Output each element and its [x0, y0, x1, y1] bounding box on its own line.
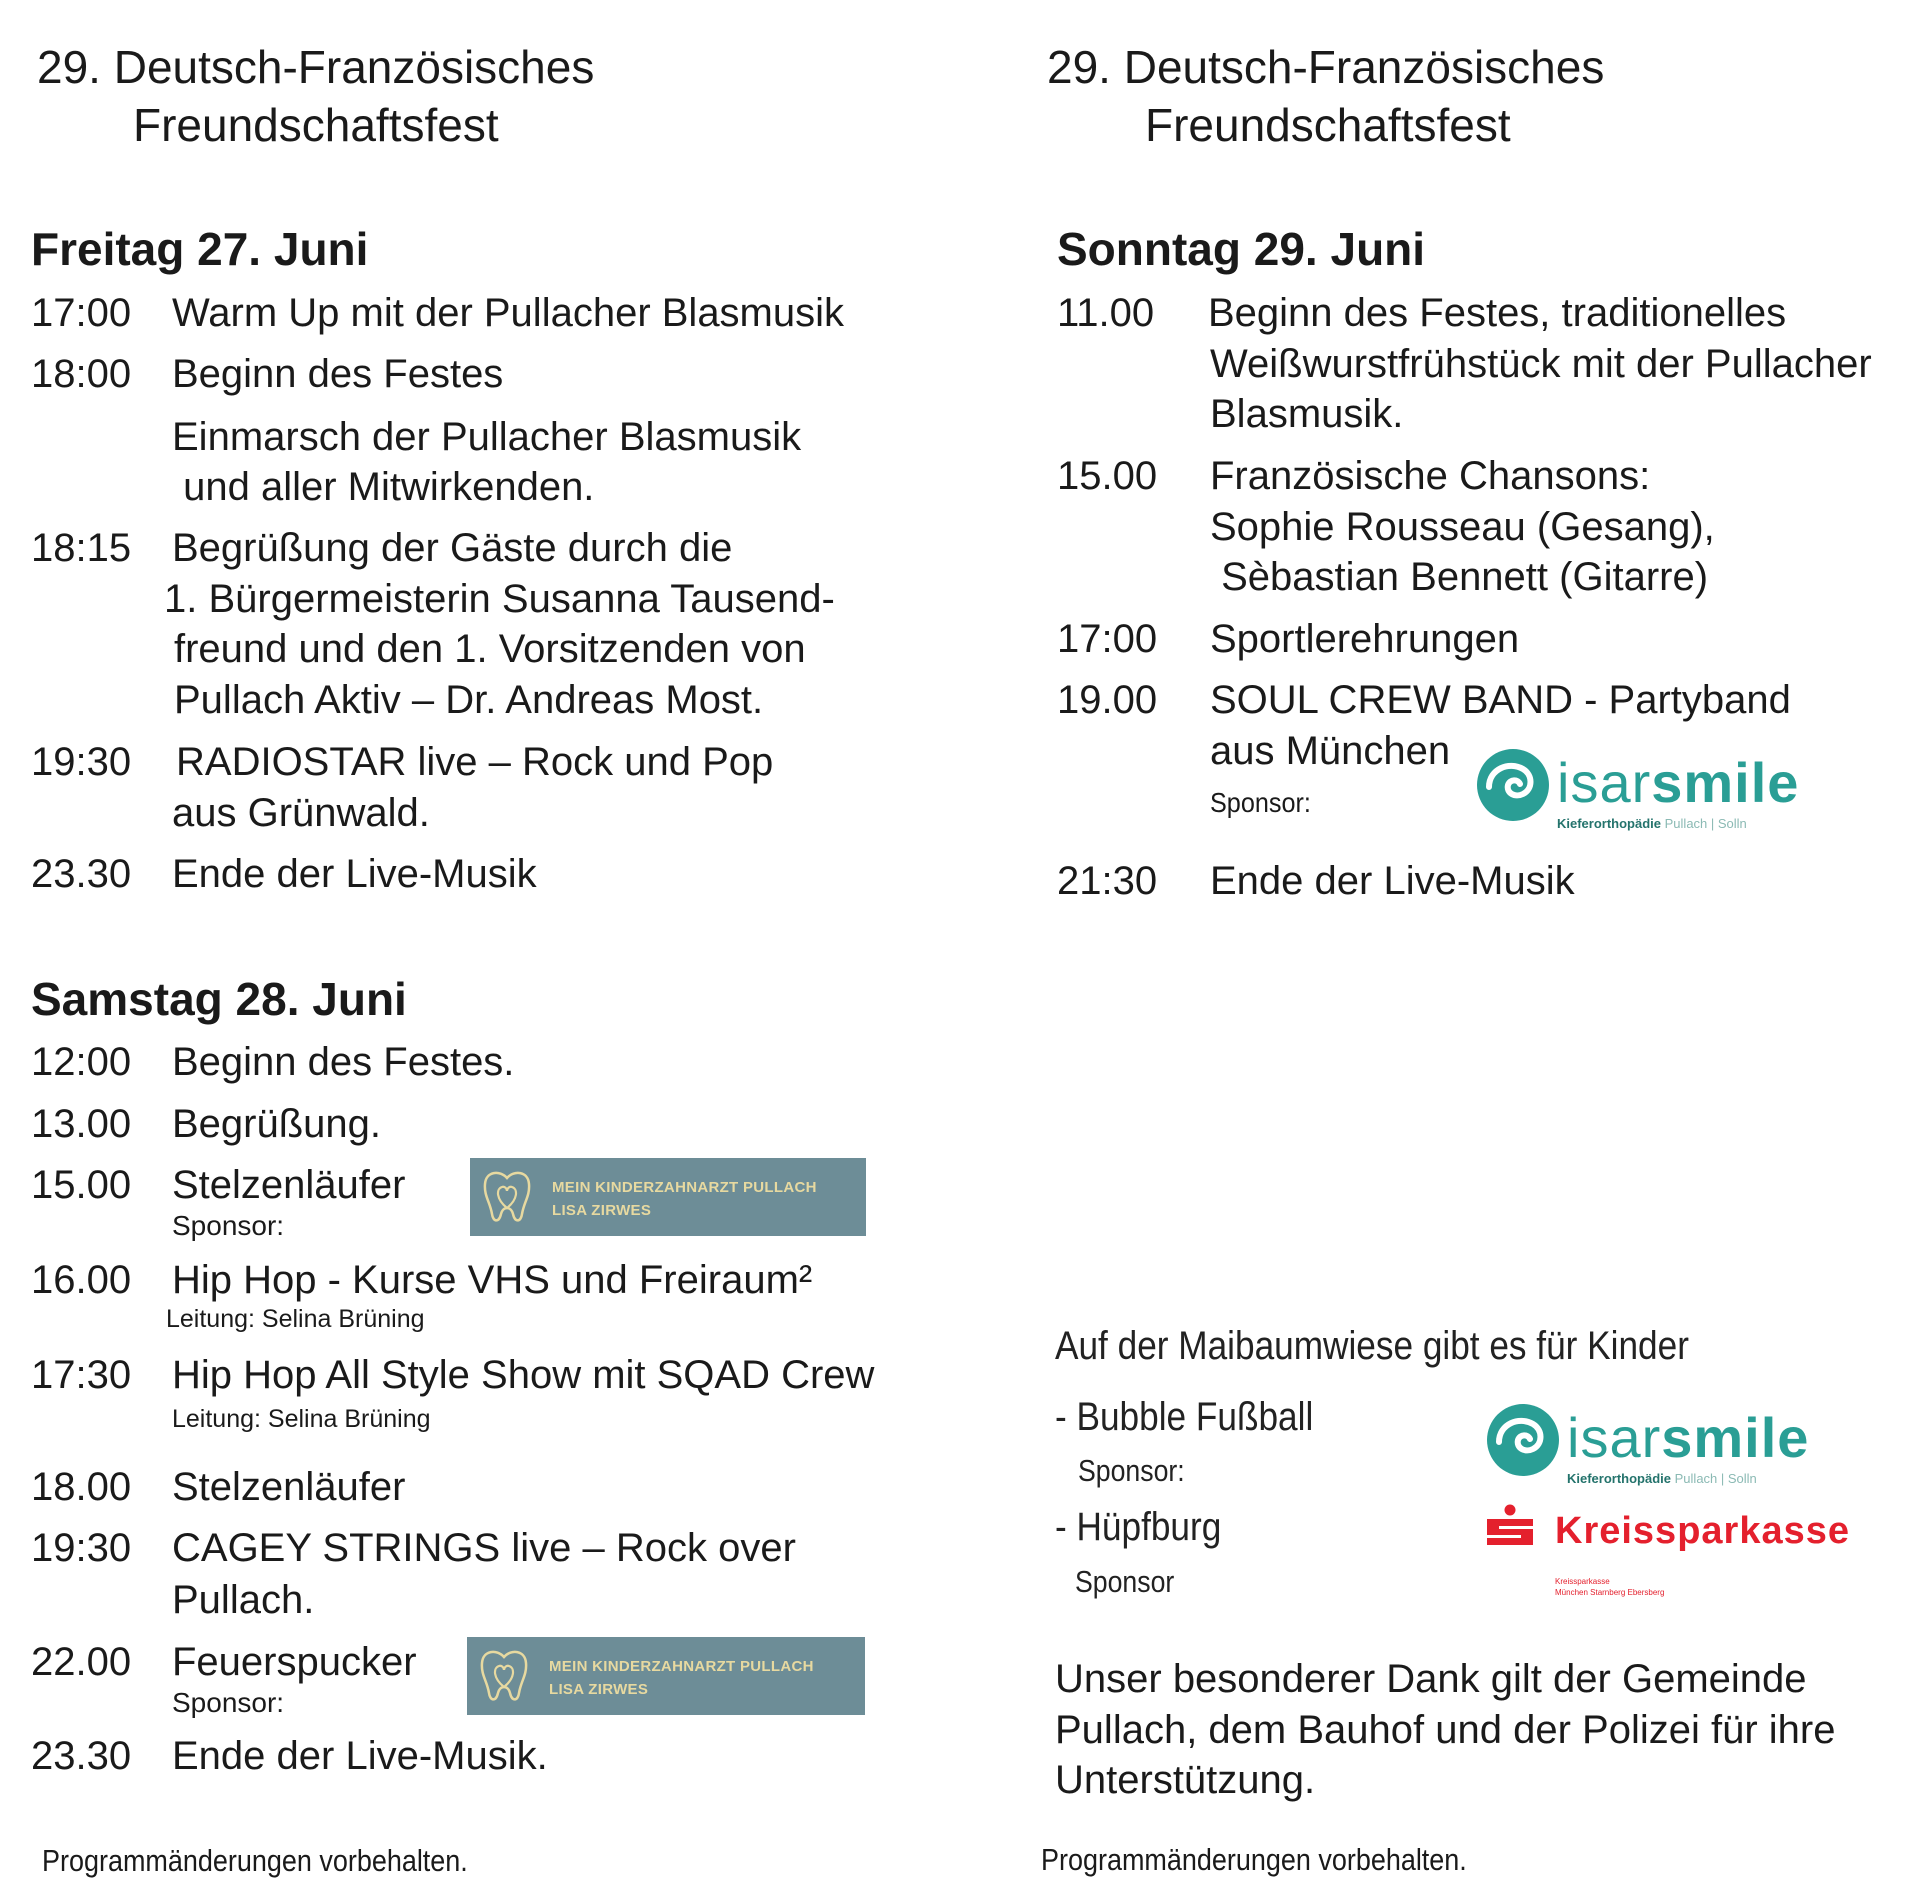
- tooth-heart-icon: [477, 1647, 531, 1705]
- isarsmile-subline: Kieferorthopädie Pullach | Solln: [1567, 1471, 1757, 1486]
- kids-item-huepfburg: - Hüpfburg: [1055, 1505, 1222, 1549]
- event-text: Stelzenläufer: [172, 1163, 406, 1207]
- kinderzahnarzt-line1: MEIN KINDERZAHNARZT PULLACH: [552, 1179, 817, 1196]
- event-text: Ende der Live-Musik.: [172, 1734, 548, 1778]
- event-text: Blasmusik.: [1210, 392, 1404, 436]
- event-text: Pullach Aktiv – Dr. Andreas Most.: [174, 678, 764, 722]
- event-text: Einmarsch der Pullacher Blasmusik: [172, 415, 802, 459]
- isarsmile-logo: [1473, 745, 1833, 841]
- leitung-label: Leitung: Selina Brüning: [166, 1305, 425, 1333]
- event-time: 18:00: [31, 352, 132, 396]
- thanks-text: Unterstützung.: [1055, 1758, 1316, 1802]
- event-text: RADIOSTAR live – Rock und Pop: [176, 740, 774, 784]
- leitung-label: Leitung: Selina Brüning: [172, 1405, 431, 1433]
- event-time: 21:30: [1057, 859, 1158, 903]
- kinderzahnarzt-text: [549, 1655, 814, 1701]
- event-text: aus München: [1210, 729, 1451, 773]
- sponsor-label: Sponsor:: [1210, 787, 1311, 818]
- event-text: Begrüßung.: [172, 1102, 382, 1146]
- event-text: freund und den 1. Vorsitzenden von: [174, 627, 806, 671]
- event-text: aus Grünwald.: [172, 791, 430, 835]
- event-text: Sophie Rousseau (Gesang),: [1210, 505, 1715, 549]
- event-text: CAGEY STRINGS live – Rock over: [172, 1526, 796, 1570]
- event-text: Beginn des Festes.: [172, 1040, 515, 1084]
- sunday-title: Sonntag 29. Juni: [1057, 223, 1426, 275]
- event-text: Beginn des Festes: [172, 352, 504, 396]
- kreissparkasse-subline-1: Kreissparkasse: [1555, 1577, 1610, 1586]
- event-text: SOUL CREW BAND - Partyband: [1210, 678, 1791, 722]
- event-text: Stelzenläufer: [172, 1465, 406, 1509]
- saturday-title: Samstag 28. Juni: [31, 973, 407, 1025]
- friday-title: Freitag 27. Juni: [31, 223, 369, 275]
- event-time: 12:00: [31, 1040, 132, 1084]
- kreissparkasse-logo: [1480, 1500, 1850, 1610]
- event-text: Ende der Live-Musik: [1210, 859, 1575, 903]
- kinderzahnarzt-line2: LISA ZIRWES: [552, 1202, 652, 1219]
- event-text: Hip Hop - Kurse VHS und Freiraum²: [172, 1258, 813, 1302]
- isarsmile-wordmark: isarsmile: [1557, 751, 1800, 814]
- kinderzahnarzt-line2: LISA ZIRWES: [549, 1681, 649, 1698]
- kinderzahnarzt-line1: MEIN KINDERZAHNARZT PULLACH: [549, 1658, 814, 1675]
- event-time: 19.00: [1057, 678, 1158, 722]
- kreissparkasse-subline: [1555, 1576, 1664, 1598]
- kinderzahnarzt-sponsor-banner: [467, 1637, 865, 1715]
- kids-item-bubble-fussball: - Bubble Fußball: [1055, 1395, 1314, 1439]
- kids-sponsor-label: Sponsor: [1075, 1564, 1175, 1599]
- left-header-line1: 29. Deutsch-Französisches: [37, 41, 595, 93]
- event-time: 23.30: [31, 852, 132, 896]
- thanks-text: Unser besonderer Dank gilt der Gemeinde: [1055, 1657, 1807, 1701]
- kreissparkasse-subline-2: München Starnberg Ebersberg: [1555, 1588, 1665, 1597]
- event-text: Französische Chansons:: [1210, 454, 1651, 498]
- isarsmile-wordmark: isarsmile: [1567, 1406, 1810, 1469]
- isarsmile-subline: Kieferorthopädie Pullach | Solln: [1557, 816, 1747, 831]
- event-text: und aller Mitwirkenden.: [172, 465, 595, 509]
- right-header-line1: 29. Deutsch-Französisches: [1047, 41, 1605, 93]
- kids-heading: Auf der Maibaumwiese gibt es für Kinder: [1055, 1324, 1689, 1368]
- program-change-note: Programmänderungen vorbehalten.: [1041, 1842, 1467, 1877]
- program-change-note: Programmänderungen vorbehalten.: [42, 1843, 468, 1878]
- event-text: Pullach.: [172, 1578, 315, 1622]
- kinderzahnarzt-sponsor-banner: [470, 1158, 866, 1236]
- event-time: 15.00: [31, 1163, 132, 1207]
- event-time: 19:30: [31, 1526, 132, 1570]
- event-time: 19:30: [31, 740, 132, 784]
- left-header-line2: Freundschaftsfest: [133, 99, 499, 151]
- tooth-heart-icon: [480, 1168, 534, 1226]
- event-time: 18:15: [31, 526, 132, 570]
- isarsmile-swirl-icon: [1485, 1402, 1561, 1478]
- event-text: Sèbastian Bennett (Gitarre): [1210, 555, 1709, 599]
- event-text: Ende der Live-Musik: [172, 852, 537, 896]
- event-time: 17:30: [31, 1353, 132, 1397]
- event-text: Warm Up mit der Pullacher Blasmusik: [172, 291, 845, 335]
- event-time: 23.30: [31, 1734, 132, 1778]
- event-text: 1. Bürgermeisterin Susanna Tausend-: [164, 577, 835, 621]
- kinderzahnarzt-text: [552, 1176, 817, 1222]
- event-text: Weißwurstfrühstück mit der Pullacher: [1210, 342, 1872, 386]
- event-time: 18.00: [31, 1465, 132, 1509]
- event-time: 16.00: [31, 1258, 132, 1302]
- event-text: Sportlerehrungen: [1210, 617, 1520, 661]
- kids-sponsor-label: Sponsor:: [1078, 1453, 1185, 1488]
- isarsmile-logo: [1483, 1400, 1843, 1496]
- event-text: Feuerspucker: [172, 1640, 417, 1684]
- event-time: 15.00: [1057, 454, 1158, 498]
- right-header-line2: Freundschaftsfest: [1145, 99, 1511, 151]
- event-time: 17:00: [1057, 617, 1158, 661]
- sponsor-label: Sponsor:: [172, 1210, 285, 1241]
- isarsmile-swirl-icon: [1475, 747, 1551, 823]
- event-time: 11.00: [1057, 291, 1155, 335]
- event-time: 22.00: [31, 1640, 132, 1684]
- event-text: Beginn des Festes, traditionelles: [1208, 291, 1787, 335]
- event-text: Hip Hop All Style Show mit SQAD Crew: [172, 1353, 875, 1397]
- event-time: 17:00: [31, 291, 132, 335]
- event-text: Begrüßung der Gäste durch die: [172, 526, 733, 570]
- sparkasse-s-icon: [1484, 1504, 1536, 1548]
- thanks-text: Pullach, dem Bauhof und der Polizei für ihre: [1055, 1708, 1836, 1752]
- event-time: 13.00: [31, 1102, 132, 1146]
- sponsor-label: Sponsor:: [172, 1687, 285, 1718]
- kreissparkasse-wordmark: Kreissparkasse: [1555, 1510, 1850, 1552]
